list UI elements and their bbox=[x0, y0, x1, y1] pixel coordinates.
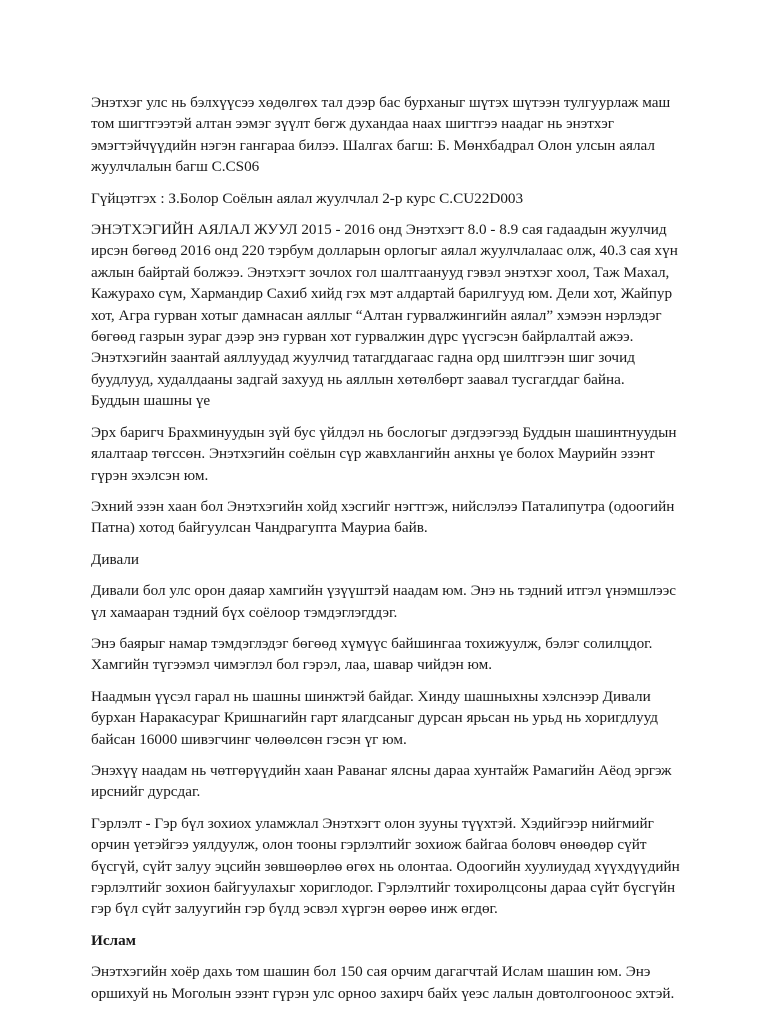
text-line: Энэтхэгийн хоёр дахь том шашин бол 150 сая орчим дагагчтай Ислам шашин юм. Энэ bbox=[91, 963, 651, 981]
paragraph-author bbox=[91, 188, 691, 209]
paragraph-islam-heading bbox=[91, 930, 691, 951]
text-line: Наадмын үүсэл гарал нь шашны шинжтэй байдаг. Хинду шашныхны хэлснээр Дивали bbox=[91, 687, 651, 705]
text-line: ажлын байртай болжээ. Энэтхэгт зочлох гол шалтгаанууд гэвэл энэтхэг хоол, Таж Махал, bbox=[91, 263, 670, 281]
text-line: Эхний эзэн хаан бол Энэтхэгийн хойд хэсгийг нэгтгэж, нийслэлээ Паталипутра (одоогийн bbox=[91, 497, 675, 515]
text-line: ирсэн бөгөөд 2016 онд 220 тэрбум долларын орлогыг аялал жуулчлалаас олж, 40.3 сая хүн bbox=[91, 242, 678, 260]
text-line: Энэтхэгийн заантай аяллуудад жуулчид татагддагаас гадна орд шилтгээн шиг зочид bbox=[91, 349, 635, 367]
text-line: Кажурахо сүм, Хармандир Сахиб хийд гэх мэт алдартай барилгууд юм. Дели хот, Жайпур bbox=[91, 285, 673, 303]
text-line: том шигтгээтэй алтан ээмэг зүүлт бөгж духандаа наах шигтгээ наадаг нь энэтхэг bbox=[91, 115, 615, 133]
paragraph-marriage bbox=[91, 813, 691, 920]
text-line: орчин үетэйгээ уялдуулж, олон тооны гэрлэлтийг зохиож байгаа боловч өнөөдөр сүйт bbox=[91, 836, 647, 854]
text-line: Гэрлэлт - Гэр бүл зохиох уламжлал Энэтхэгт олон зууны түүхтэй. Хэдийгээр нийгмийг bbox=[91, 814, 654, 832]
text-line: бурхан Наракасураг Кришнагийн гарт ялагдсаныг дурсан ярьсан нь урьд нь хоригдлууд bbox=[91, 709, 658, 727]
paragraph-islam bbox=[91, 961, 691, 1004]
text-line: гэр бүл сүйт залуугийн гэр бүлд эсвэл хүргэн өөрөө инж өгдөг. bbox=[91, 900, 498, 918]
text-line: байсан 16000 шивэгчинг чөлөөлсөн гэсэн үг юм. bbox=[91, 730, 407, 748]
text-line: Ислам bbox=[91, 931, 137, 949]
text-line: ирснийг дурсдаг. bbox=[91, 783, 201, 801]
paragraph-diwali-1 bbox=[91, 580, 691, 623]
text-line: бүсгүй, сүйт залуу эцсийн зөвшөөрлөө өгөх нь олонтаа. Одоогийн хуулиудад хүүхдүүдийн bbox=[91, 857, 680, 875]
text-line: жуулчлалын багш С.CS06 bbox=[91, 158, 260, 176]
paragraph-maurya bbox=[91, 496, 691, 539]
text-line: Эрх баригч Брахминуудын зүй бус үйлдэл нь бослогыг дэгдээгээд Буддын шашинтнуудын bbox=[91, 423, 677, 441]
paragraph-brahmin bbox=[91, 422, 691, 486]
paragraph-intro bbox=[91, 92, 691, 178]
text-line: Буддын шашны үе bbox=[91, 392, 211, 410]
text-line: үл хамааран тэдний бүх соёлоор тэмдэглэгддэг. bbox=[91, 603, 398, 621]
text-line: гэрлэлтийг зохион байгуулахыг хориглодог. Гэрлэлтийг тохиролцсоны дараа сүйт бүсгүйн bbox=[91, 879, 676, 896]
paragraph-diwali-3 bbox=[91, 686, 691, 750]
text-line: оршихуй нь Моголын эзэнт гүрэн улс орноо захирч байх үеэс лалын довтолгооноос эхтэй. bbox=[91, 984, 675, 1002]
text-line: гүрэн эхэлсэн юм. bbox=[91, 466, 209, 484]
text-line: Хамгийн түгээмэл чимэглэл бол гэрэл, лаа, шавар чийдэн юм. bbox=[91, 656, 493, 674]
text-line: эмэгтэйчүүдийн нэгэн гангараа билээ. Шалгах багш: Б. Мөнхбадрал Олон улсын аялал bbox=[91, 136, 655, 154]
text-line: Дивали bbox=[91, 550, 140, 568]
paragraph-diwali-4 bbox=[91, 760, 691, 803]
text-line: бөгөөд газрын зураг дээр энэ гурван хот гурвалжин дүрс үүсгэсэн байрлалтай ажээ. bbox=[91, 328, 634, 346]
text-line: Энэтхэг улс нь бэлхүүсээ хөдөлгөх тал дээр бас бурханыг шүтэх шүтээн тулгуурлаж маш bbox=[91, 94, 671, 111]
text-line: Патна) хотод байгуулсан Чандрагупта Мауриа байв. bbox=[91, 519, 428, 537]
text-line: ЭНЭТХЭГИЙН АЯЛАЛ ЖУУЛ 2015 - 2016 онд Энэтхэгт 8.0 - 8.9 сая гадаадын жуулчид bbox=[91, 221, 667, 239]
paragraph-diwali-heading bbox=[91, 549, 691, 570]
text-line: Гүйцэтгэх : З.Болор Соёлын аялал жуулчлал 2-р курс С.CU22D003 bbox=[91, 189, 524, 207]
text-line: Энэхүү наадам нь чөтгөрүүдийн хаан Раванаг ялсны дараа хунтайж Рамагийн Аёод эргэж bbox=[91, 761, 672, 779]
paragraph-diwali-2 bbox=[91, 633, 691, 676]
document-page bbox=[91, 92, 691, 1014]
text-line: хот, Агра гурван хотыг дамнасан аяллыг “Алтан гурвалжингийн аялал” хэмээн нэрлэдэг bbox=[91, 306, 662, 324]
text-line: ялалтаар төгссөн. Энэтхэгийн соёлын сүр жавхлангийн анхны үе болох Маурийн эзэнт bbox=[91, 445, 655, 463]
text-line: Энэ баярыг намар тэмдэглэдэг бөгөөд хүмүүс байшингаа тохижуулж, бэлэг солилцдог. bbox=[91, 634, 653, 652]
paragraph-tourism bbox=[91, 219, 691, 412]
text-line: буудлууд, худалдааны задгай захууд нь аяллын хөтөлбөрт заавал тусгагддаг байна. bbox=[91, 370, 625, 388]
text-line: Дивали бол улс орон даяар хамгийн үзүүштэй наадам юм. Энэ нь тэдний итгэл үнэмшлээс bbox=[91, 582, 676, 600]
